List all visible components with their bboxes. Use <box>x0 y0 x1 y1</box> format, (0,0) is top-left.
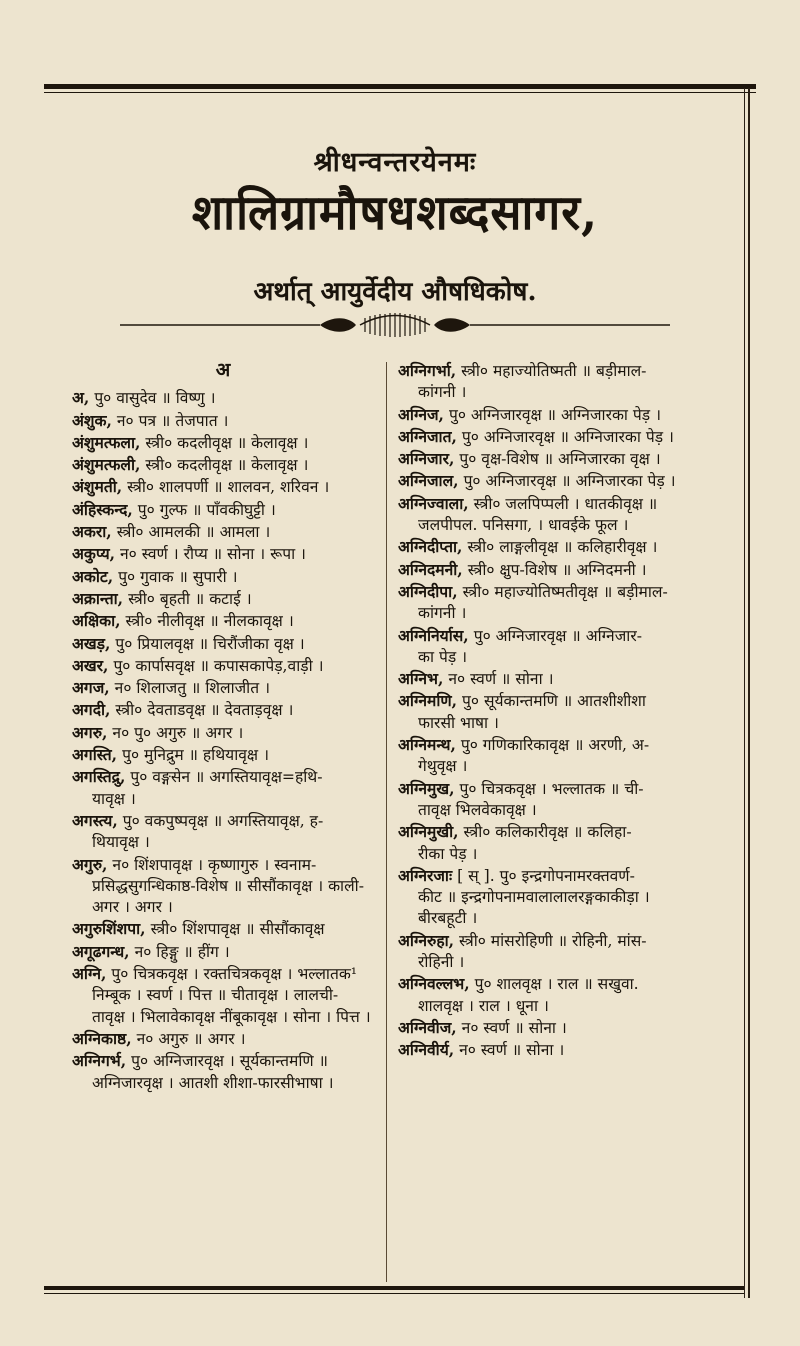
entry-continuation <box>398 800 720 821</box>
entry-definition: पु० गुवाक ॥ सुपारी । <box>118 567 238 586</box>
entry-headword: अंशुमत्फला, <box>72 432 141 452</box>
dictionary-entry <box>398 690 720 712</box>
entry-headword: अग्निदमनी, <box>398 559 463 579</box>
entry-definition: पु० चित्रकवृक्ष । भल्लातक ॥ ची- <box>459 779 644 798</box>
entry-definition: स्त्री० शिंशपावृक्ष ॥ सीसौंकावृक्ष <box>150 920 325 939</box>
entry-headword: अग्निकाष्ठ, <box>72 1028 132 1048</box>
dictionary-entry <box>72 655 374 677</box>
dictionary-entry <box>72 410 374 432</box>
entry-definition: स्त्री० बृहती ॥ कटाई । <box>128 589 252 608</box>
entry-continuation <box>72 1073 374 1094</box>
dictionary-entry <box>398 821 720 843</box>
entry-definition: पु० वृक्ष-विशेष ॥ अग्निजारका वृक्ष । <box>459 450 661 469</box>
entry-continuation <box>72 985 374 1006</box>
entry-definition: पु० अग्निजारवृक्ष । सूर्यकान्तमणि ॥ <box>131 1052 328 1071</box>
entry-definition: शालवृक्ष । राल । धूना । <box>418 996 549 1015</box>
dictionary-entry <box>72 588 374 610</box>
entry-headword: अग्निभ, <box>398 669 444 689</box>
entry-continuation <box>398 952 720 973</box>
entry-headword: अक्षिका, <box>72 611 121 631</box>
dictionary-entry <box>398 493 720 515</box>
entry-definition: पु० गुल्फ ॥ पाँवकीघुट्टी । <box>137 500 276 519</box>
entry-headword: अग्निगर्भा, <box>398 361 457 380</box>
entry-definition: न० स्वर्ण ॥ सोना । <box>461 1018 567 1037</box>
entry-headword: अगस्त्य, <box>72 810 118 830</box>
left-entry-list <box>72 387 374 1094</box>
entry-definition: न० अगुरु ॥ अगर । <box>136 1029 246 1048</box>
dictionary-entry <box>398 734 720 756</box>
dictionary-entry <box>72 699 374 721</box>
entry-definition: यावृक्ष । <box>92 789 136 808</box>
entry-definition: स्त्री० क्षुप-विशेष ॥ अग्निदमनी । <box>467 560 647 579</box>
entry-definition: तावृक्ष । भिलावेकावृक्ष नींबूकावृक्ष । सोना । पित्त । <box>92 1007 371 1026</box>
bottom-rule-thin <box>44 1293 744 1294</box>
dictionary-entry <box>72 454 374 476</box>
dictionary-entry <box>398 625 720 647</box>
entry-continuation <box>72 832 374 853</box>
entry-definition: स्त्री० जलपिप्पली । धातकीवृक्ष ॥ <box>473 494 658 513</box>
entry-definition: रीका पेड़ । <box>418 844 478 863</box>
entry-headword: अखर, <box>72 655 109 675</box>
entry-headword: अखड़, <box>72 633 111 653</box>
entry-definition: न० शिलाजतु ॥ शिलाजीत । <box>114 679 270 698</box>
entry-headword: अंहिस्कन्द, <box>72 499 133 519</box>
entry-continuation <box>398 713 720 734</box>
entry-definition: स्त्री० देवताडवृक्ष ॥ देवताड़वृक्ष । <box>115 701 294 720</box>
entry-definition: न० स्वर्ण । रौप्य ॥ सोना । रूपा । <box>120 545 306 564</box>
entry-headword: अग्निजात, <box>398 426 457 446</box>
dictionary-entry <box>398 668 720 690</box>
entry-headword: अग्निज, <box>398 404 444 424</box>
entry-headword: अगज, <box>72 678 110 698</box>
entry-definition: तावृक्ष भिलवेकावृक्ष । <box>418 800 537 819</box>
entry-definition: पु० अग्निजारवृक्ष ॥ अग्निजारका पेड़ । <box>463 472 676 491</box>
entry-definition: प्रसिद्धसुगन्धिकाष्ठ-विशेष ॥ सीसौंकावृक्ष । काली- <box>92 876 364 895</box>
entry-continuation <box>398 756 720 777</box>
entry-definition: स्त्री० मांसरोहिणी ॥ रोहिनी, मांस- <box>459 931 647 950</box>
entry-headword: अंशुक, <box>72 410 112 430</box>
entry-headword: अकोट, <box>72 566 114 586</box>
entry-definition: कांगनी । <box>418 383 467 402</box>
entry-definition: स्त्री० शालपर्णी ॥ शालवन, शरिवन । <box>127 478 330 497</box>
entry-headword: अगस्तिद्रु, <box>72 767 126 787</box>
entry-definition: पु० शालवृक्ष । राल ॥ सखुवा. <box>474 975 639 994</box>
entry-definition: कांगनी । <box>418 604 467 623</box>
dictionary-entry <box>72 1050 374 1072</box>
entry-continuation <box>72 897 374 918</box>
entry-headword: अग्निमणि, <box>398 691 458 711</box>
top-rule-thin <box>44 92 756 93</box>
entry-headword: अगूढगन्ध, <box>72 941 130 961</box>
entry-definition: स्त्री० कलिकारीवृक्ष ॥ कलिहा- <box>463 823 632 842</box>
entry-headword: अग्निमन्थ, <box>398 735 456 755</box>
entry-headword: अग्निजार, <box>398 449 455 469</box>
entry-headword: अग्निनिर्यास, <box>398 625 469 645</box>
entry-headword: अ, <box>72 388 90 408</box>
entry-definition: न० हिङ्गु ॥ हींग । <box>134 942 230 961</box>
entry-definition: स्त्री० कदलीवृक्ष ॥ केलावृक्ष । <box>145 433 309 452</box>
bottom-rule-thick <box>44 1286 744 1290</box>
entry-definition: पु० वङ्गसेन ॥ अगस्तियावृक्ष=हथि- <box>130 768 323 787</box>
entry-definition: न० स्वर्ण ॥ सोना । <box>459 1041 565 1060</box>
entry-definition: पु० वकपुष्पवृक्ष ॥ अगस्तियावृक्ष, ह- <box>122 811 324 830</box>
dictionary-entry <box>72 744 374 766</box>
dictionary-entry <box>72 633 374 655</box>
dictionary-entry <box>398 559 720 581</box>
dictionary-entry <box>72 387 374 409</box>
entry-continuation <box>398 603 720 624</box>
entry-definition: बीरबहूटी । <box>418 909 478 928</box>
entry-continuation <box>398 647 720 668</box>
right-border-line <box>748 88 750 1298</box>
entry-definition: जलपीपल. पनिसगा, । धावईके फूल । <box>418 516 629 535</box>
entry-headword: अकुप्य, <box>72 544 116 564</box>
entry-headword: अग्निमुखी, <box>398 822 459 842</box>
dictionary-entry <box>398 581 720 603</box>
dictionary-entry <box>398 973 720 995</box>
entry-headword: अग्निवीर्य, <box>398 1040 455 1060</box>
entry-continuation <box>72 789 374 810</box>
dictionary-entry <box>72 854 374 876</box>
dictionary-entry <box>72 677 374 699</box>
entry-definition: निम्बूक । स्वर्ण । पित्त ॥ चीतावृक्ष । लालची- <box>92 986 339 1005</box>
entry-definition: न० पु० अगुरु ॥ अगर । <box>112 723 244 742</box>
dictionary-entry <box>72 610 374 632</box>
dictionary-entry <box>72 521 374 543</box>
entry-headword: अग्निवीज, <box>398 1017 457 1037</box>
dictionary-entry <box>398 470 720 492</box>
entry-continuation <box>72 876 374 897</box>
entry-headword: अगुरुशिंशपा, <box>72 919 146 939</box>
entry-definition: अगर । अगर । <box>92 898 173 917</box>
dictionary-entry <box>398 1039 720 1061</box>
entry-headword: अगुरु, <box>72 854 108 874</box>
entry-headword: अग्निज्वाला, <box>398 493 469 513</box>
entry-definition: न० पत्र ॥ तेजपात । <box>116 411 229 430</box>
entry-definition: पु० प्रियालवृक्ष ॥ चिरौंजीका वृक्ष । <box>115 634 305 653</box>
entry-definition: गेथुवृक्ष । <box>418 757 468 776</box>
entry-headword: अग्निदीपा, <box>398 581 458 601</box>
entry-headword: अकरा, <box>72 522 112 542</box>
entry-definition: स्त्री० आमलकी ॥ आमला । <box>116 523 271 542</box>
entry-definition: पु० सूर्यकान्तमणि ॥ आतशीशीशा <box>462 692 646 711</box>
entry-headword: अंशुमत्फली, <box>72 455 141 475</box>
right-column <box>398 360 720 1062</box>
book-subtitle: अर्थात् आयुर्वेदीय औषधिकोष. <box>253 277 537 307</box>
entry-definition: स्त्री० महाज्योतिष्मती ॥ बड़ीमाल- <box>461 362 647 380</box>
entry-definition: स्त्री० लाङ्गलीवृक्ष ॥ कलिहारीवृक्ष । <box>467 538 658 557</box>
entry-headword: अग्नि, <box>72 964 107 984</box>
entry-definition: पु० मुनिद्रुम ॥ हथियावृक्ष । <box>122 746 269 765</box>
entry-definition: न० स्वर्ण ॥ सोना । <box>448 670 554 689</box>
dictionary-entry <box>72 566 374 588</box>
entry-headword: अक्रान्ता, <box>72 588 124 608</box>
invocation-line: श्रीधन्वन्तरयेनमः <box>313 147 477 178</box>
entry-definition: [ स् ]. पु० इन्द्रगोपनामरक्तवर्ण- <box>457 866 635 885</box>
entry-headword: अग्निमुख, <box>398 778 455 798</box>
dictionary-entry <box>72 499 374 521</box>
entry-definition: न० शिंशपावृक्ष । कृष्णागुरु । स्वनाम- <box>112 855 317 874</box>
entry-headword: अगस्ति, <box>72 745 118 765</box>
entry-continuation <box>398 515 720 536</box>
ornament-divider <box>120 310 670 340</box>
dictionary-entry <box>398 778 720 800</box>
entry-headword: अग्निजाल, <box>398 471 459 491</box>
dictionary-entry <box>398 360 720 382</box>
entry-headword: अग्निवल्लभ, <box>398 974 470 994</box>
entry-definition: पु० अग्निजारवृक्ष ॥ अग्निजारका पेड़ । <box>461 427 674 446</box>
entry-definition: का पेड़ । <box>418 647 468 666</box>
dictionary-entry <box>72 963 374 985</box>
dictionary-entry <box>398 865 720 887</box>
entry-definition: पु० चित्रकवृक्ष । रक्तचित्रकवृक्ष । भल्लातक¹ <box>111 965 358 984</box>
entry-definition: थियावृक्ष । <box>92 833 150 852</box>
dictionary-entry <box>72 941 374 963</box>
entry-definition: स्त्री० कदलीवृक्ष ॥ केलावृक्ष । <box>145 456 309 475</box>
book-title: शालिग्रामौषधशब्दसागर, <box>191 183 599 241</box>
dictionary-entry <box>72 432 374 454</box>
left-column <box>72 360 374 1094</box>
entry-definition: स्त्री० महाज्योतिष्मतीवृक्ष ॥ बड़ीमाल- <box>462 582 668 601</box>
section-letter: अ <box>215 359 231 381</box>
entry-definition: कीट ॥ इन्द्रगोपनामवालालालरङ्गकाकीड़ा । <box>418 888 650 907</box>
entry-continuation <box>398 887 720 908</box>
entry-definition: फारसी भाषा । <box>418 713 499 732</box>
dictionary-entry <box>72 918 374 940</box>
dictionary-entry <box>72 1028 374 1050</box>
entry-definition: पु० वासुदेव ॥ विष्णु । <box>94 389 216 408</box>
entry-continuation <box>72 1007 374 1028</box>
dictionary-entry <box>398 426 720 448</box>
right-border-line-inner <box>744 88 745 1298</box>
dictionary-entry <box>72 810 374 832</box>
dictionary-entry <box>398 1017 720 1039</box>
entry-headword: अग्निरुहा, <box>398 930 455 950</box>
entry-definition: पु० गणिकारिकावृक्ष ॥ अरणी, अ- <box>460 736 650 755</box>
entry-definition: स्त्री० नीलीवृक्ष ॥ नीलकावृक्ष । <box>125 612 294 631</box>
entry-continuation <box>398 908 720 929</box>
dictionary-entry <box>72 766 374 788</box>
dictionary-entry <box>398 930 720 952</box>
entry-continuation <box>398 996 720 1017</box>
entry-headword: अगरु, <box>72 722 108 742</box>
entry-definition: अग्निजारवृक्ष । आतशी शीशा-फारसीभाषा । <box>92 1073 334 1092</box>
dictionary-entry <box>72 722 374 744</box>
entry-continuation <box>398 382 720 403</box>
dictionary-entry <box>72 476 374 498</box>
entry-definition: रोहिनी । <box>418 953 465 972</box>
dictionary-entry <box>398 448 720 470</box>
column-divider <box>386 362 387 1282</box>
top-rule-thick <box>44 84 756 89</box>
entry-continuation <box>398 844 720 865</box>
dictionary-entry <box>398 536 720 558</box>
entry-headword: अग्निरजाः <box>398 865 453 885</box>
entry-headword: अंशुमती, <box>72 477 123 497</box>
dictionary-entry <box>398 404 720 426</box>
entry-definition: पु० कार्पासवृक्ष ॥ कपासकापेड़,वाड़ी । <box>113 656 324 675</box>
entry-headword: अग्निगर्भ, <box>72 1051 127 1071</box>
entry-headword: अग्निदीप्ता, <box>398 537 463 557</box>
entry-headword: अगदी, <box>72 700 111 720</box>
entry-definition: पु० अग्निजारवृक्ष ॥ अग्निजारका पेड़ । <box>448 405 661 424</box>
entry-definition: पु० अग्निजारवृक्ष ॥ अग्निजार- <box>473 626 642 645</box>
right-entry-list <box>398 360 720 1062</box>
dictionary-entry <box>72 543 374 565</box>
